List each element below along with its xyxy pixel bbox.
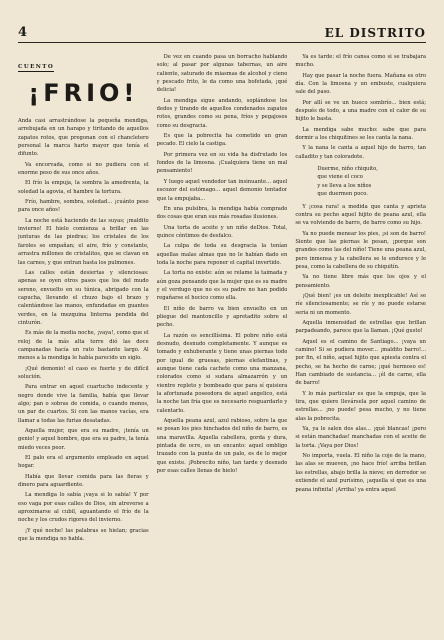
paragraph: Hay que pasar la noche fuera. Mañana es otro día. Con la limosna y un embuste, cualquiera sale del paso. [295,72,426,96]
paragraph: Por primera vez en su vida ha disfrutado los fondos de la limosna. ¡Cualquiera tiene un mal pensamiento! [156,151,288,175]
paragraph: La mendiga sigue andando, soplándose los dedos y tirando de aquellos condenados zapatos rotos, grandes como su pena, fríos y pegajosos como su desgracia. [156,97,288,129]
paragraph: La culpa de toda su desgracia la tenían aquellas malas almas que no le habían dado en toda la noche para reponer el capital invertido. [156,243,288,266]
paragraph: Ya, ya le salen dos alas... ¡qué blancas! ¡pero si están manchadas! manchadas con el aceite de la torta. ¡Vaya por Dios! [295,426,426,449]
paragraph: La torta no existe: aún se relame la taimada y aún goza pensando que la mujer que es su madre y el verdugo que no es su padre no han podido regañarse el hocico como ella. [156,270,288,302]
paragraph: ¡Qué bien! ¡es un deleite inexplicable! Así se ríe silenciosamente; se ríe y no puede estarse seria ni un momento. [295,292,426,316]
paragraph: La noche está haciendo de las suyas; ¡maldito invierno! El hielo comienza a brillar en las junturas de las piedras; los cristales de los faroles se empañan; el aire, frío y constante, arrastra millones de cristalitos, que se clavan en las carnes, y que entran hasta los pulmones. [18,217,149,266]
verse-line: que viene el coco [317,174,363,181]
paragraph: Anda casi arrastrándose la pequeña mendiga, arrebujada en un harapo y tiritando de aquellos zapatos rotos, que pregonan con el chancletero personal la marca harto mayor que tenía el difunto. [18,118,149,158]
paragraph: El niño de barro va bien envuelto en un pliegue del mantoncillo y apretadito sobre el pecho. [156,305,288,329]
article-columns [18,53,426,639]
verse-line: y se lleva a los niños [317,182,372,189]
paragraph: Había que llevar comida para las fieras y dinero para aguardiente. [18,473,149,489]
column-3 [295,53,426,639]
paragraph: Una torta de aceite y un niño deDios. Total, quince céntimos de desfalco. [156,224,288,239]
column-2 [157,53,288,639]
paragraph: Las calles están desiertas y silenciosas: apenas se oyen otros pasos que los del mudo sereno, envuelto en su túnica, abrigado con la capucha, llevando el chuzo bajo el brazo y calentándose las manos, enfundadas en guantes verdes, en la mezquina linterna pendida del cinturón. [18,269,149,326]
column-1 [18,53,149,639]
paragraph: El frío la empuja, la sombra la amedrenta, la soledad la agovia, el hambre la tortura. [18,180,149,195]
paragraph: Aquella inmensidad de estrellas que brillan parpadeando, parece que la llaman. ¡Qué gusto! [295,319,426,335]
paragraph: El palo era el argumento empleado en aquel hogar. [18,455,149,470]
paragraph: Por allí se ve un hueco sombrío... bien está; después de todo, a una madre con el calor de su hijito le basta. [295,99,426,123]
paragraph: Y lo más particular es que la empuja, que la tira, que quiere llevársela por aquel camino de estrellas... ¡no puede! pesa mucho, y no tiene alas la pobrecita. [295,390,426,422]
paragraph: Y luego aquel vendedor tan insinuante... aquel escozor del estómago... aquel demonio tentador que la empujaba... [156,178,288,202]
paragraph: Y la nana le canta a aquel hijo de barro, tan calladito y tan coloradote. [295,145,426,160]
paragraph: Ya no tiene libre más que los ojos y el pensamiento. [295,274,426,289]
masthead: EL DISTRITO [324,26,426,40]
paragraph: Frío, hambre, sombra, soledad... ¡cuánto peso para once años! [18,199,149,214]
paragraph: La razón es sencillísima. El pobre niño está desnudo, desnudo completamente. Y aunque es tomado y exhuberante y tiene unas piernas todo por igual de gruesas, piernas elefantinas, y aunque tiene cada cachete como una manzana, colorados como si sudara almazarrón y un vientre repleto y bombeado que para sí quisiera la afortunada poseedora de aquel angelico, está la noche tan fría que es necesario resguardarlo y calentarlo. [156,332,288,414]
verse-line: Duerme, niño chiquito, [317,166,378,173]
paragraph: Aquel es el camino de Santiago... ¡vaya un camino! Si se pudiera mover... ¡maldito barro!... por fin, el niño, aquel hijito que apiesta contra el pecho, se ha hecho de carne; ¡qué hermoso es! Han cambiado de sustancia... ¡él de carne, ella de barro! [295,338,426,387]
verse-line: que duermen poco. [317,191,368,198]
article-title: ¡FRIO! [28,79,139,107]
paragraph: Ya es tarde: el frío cansa como si se trabajara mucho. [295,54,426,69]
page-header [18,22,426,43]
paragraph: Y ¡cosa rara! a medida que canta y aprieta contra su pecho aquel hijito de peana azul, ella se va volviendo de barro, de barro como su hijo. [295,203,426,227]
paragraph: Es más de la media noche, ¡vaya!, como que el reloj de la más alta torre dió las doce campanadas hacía un rato bastante largo. Al menos a la mendiga le había parecido un siglo. [18,330,149,362]
paragraph: Es que la pobrecita ha cometido un gran pecado. El cielo la castiga. [156,133,288,148]
lullaby-verse [317,165,426,198]
paragraph: Aquella mujer, que era su madre, ¡tenía un genio! y aquel hombre, que era su padre, la tenía miedo veces peor. [18,428,149,451]
paragraph: Para entrar en aquel cuartucho indecente y negro donde vive la familia, había que llevar algo; pan o sobras de comida, o cuando menos, un par de cuartos. Si con las manos vacías, era llamar a todas las furias desatadas. [18,384,149,424]
paragraph: La mendiga lo sabía ¡vaya si lo sabía! Y por eso vaga por esas calles de Dios, sin atreverse a aproximarse al cubil, aguantando el frío de la noche y los crudos rigores del invierno. [18,492,149,524]
paragraph: En una pulsibra, la mendiga había comprado dos cosas que eran sus más rosadas ilusiones. [156,205,288,221]
paragraph: ¡Qué demonio! el caso es fuerte y de difícil solución. [18,365,149,380]
paragraph: ¡Y qué noche! las palabras se hielan; gracias que la mendiga no habla. [18,527,149,543]
paragraph: Va encorvada, como si no pudiera con el enorme peso de sus once años. [18,161,149,177]
article-kicker: CUENTO [18,64,55,70]
page-number: 4 [18,25,28,40]
paragraph: La mendiga sabe mucho: sabe que para dormir a los chiquitines se les canta la nana. [295,126,426,142]
paragraph: Aquella peana azul, azul rabioso, sobre la que se posan los pies hinchados del niño de barro, es una maravilla. Aquella cabellera, gorda y dura, pintada de ocre, es un encanto: aquel ombligo trazado con la punta de un palo, es de lo mejor que existe. ¡Pobrecito niño, tan tarde y desnudo por esas calles llenas de hielo! [156,418,288,475]
paragraph: Ya no puede menear los pies, ¡si son de barro! Siente que las piernas le pesan, ¡porque son grandes como las del niño! Tiene una peana azul, pero inmensa y la cabellera se le endurece y le pesa, como la cabellera de su chiquitín. [295,230,426,270]
paragraph: De vez en cuando pasa un borracho hablando solo; al pasar por algunas tabernas, un aire caliente, saturado de miasmas de alcohol y cieno y pescado frito, le da como una bofetada, ¡qué delicia! [156,54,288,94]
paragraph: No importa, vuela. El niño la coje de la mano, las alas se mueven, ¡no hace frío! arriba brillan las estrellas, abajo brilla la nieve; en derredor se extiende el azul purísimo, ¡aquella sí que es una peana infinita! ¡Arriba! ya entra aquel [295,453,426,493]
